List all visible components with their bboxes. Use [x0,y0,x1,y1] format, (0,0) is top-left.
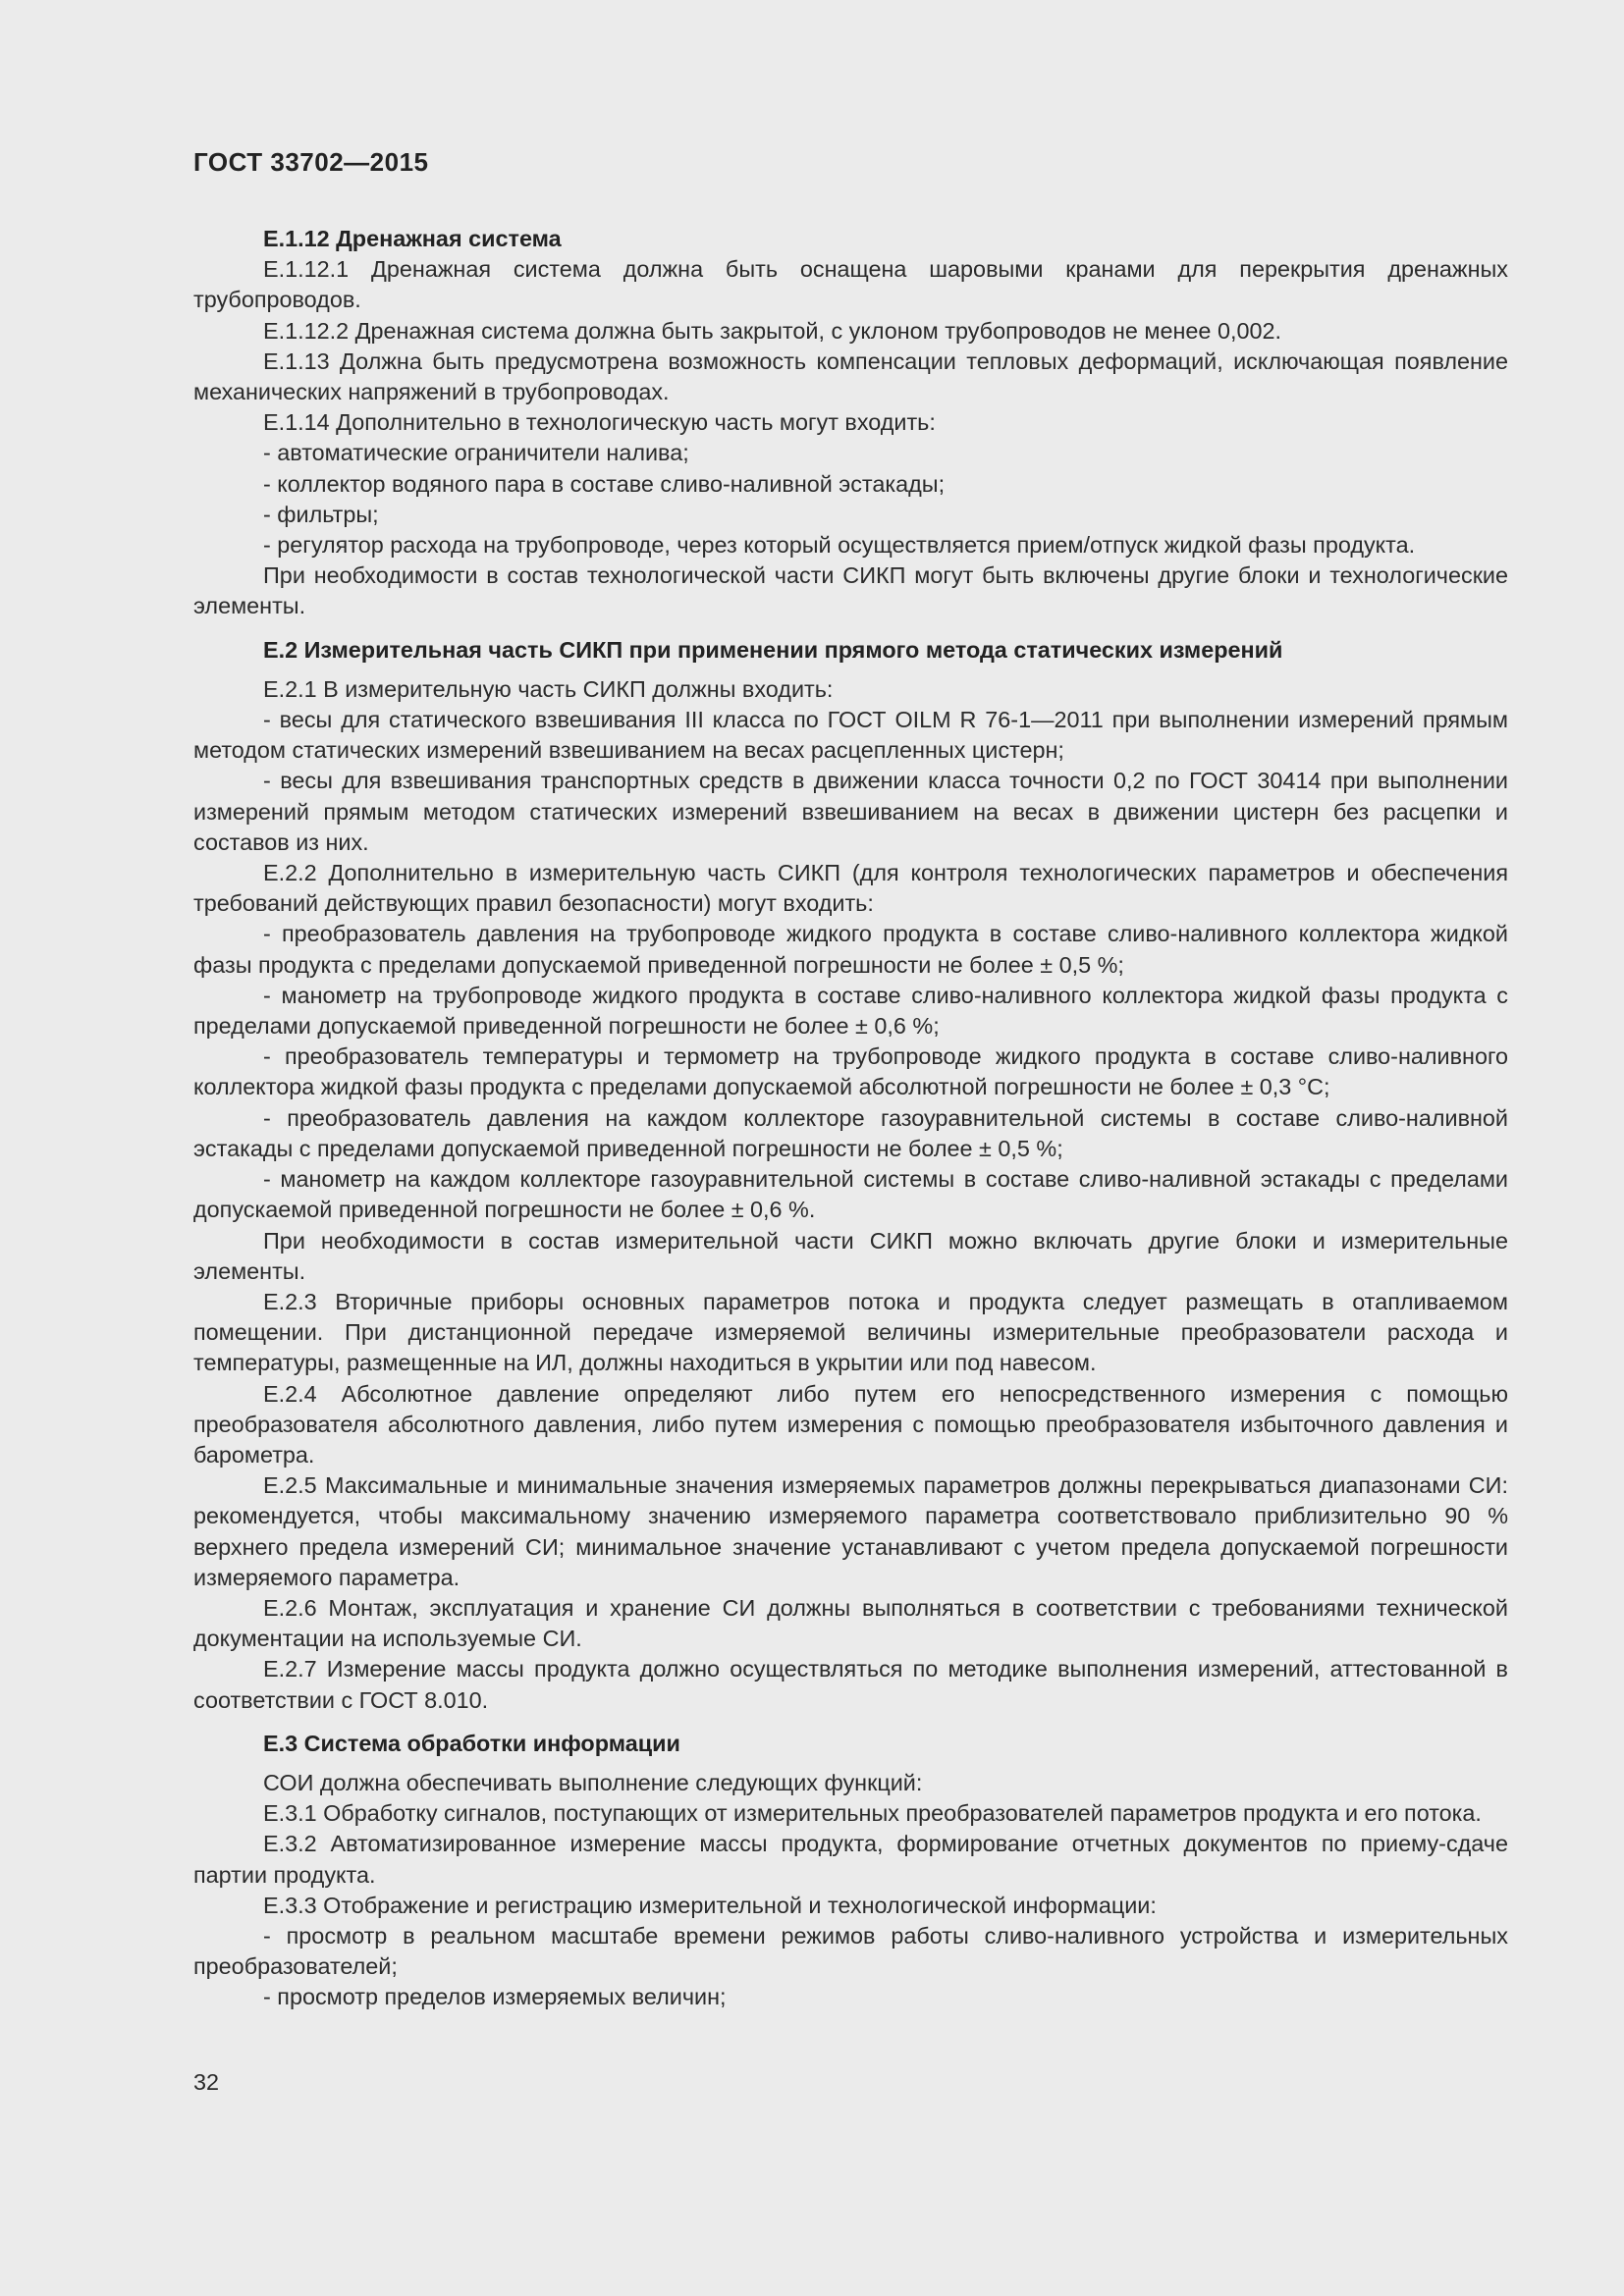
paragraph: Е.1.12.1 Дренажная система должна быть оснащена шаровыми кранами для перекрытия дренажных трубопроводов. [193,256,1508,313]
paragraph: Е.2.3 Вторичные приборы основных параметров потока и продукта следует размещать в отапливаемом помещении. При дистанционной передаче измеряемой величины измерительные преобразователи расхода и температуры, размещенные на ИЛ, должны находиться в укрытии или под навесом. [193,1288,1508,1376]
list-item: - преобразователь давления на каждом коллекторе газоуравнительной системы в составе сливо-наливной эстакады с пределами допускаемой приведенной погрешности не более ± 0,5 %; [193,1104,1508,1161]
page-number: 32 [193,2069,220,2095]
paragraph: Е.2.6 Монтаж, эксплуатация и хранение СИ должны выполняться в соответствии с требованиями технической документации на используемые СИ. [193,1594,1508,1652]
paragraph: Е.2.2 Дополнительно в измерительную часть СИКП (для контроля технологических параметров и обеспечения требований действующих правил безопасности) могут входить: [193,860,1508,917]
list-item: - манометр на каждом коллекторе газоуравнительной системы в составе сливо-наливной эстакады с пределами допускаемой приведенной погрешности не более ± 0,6 %. [193,1166,1508,1223]
section-heading: Е.3 Система обработки информации [263,1730,680,1756]
list-item: - регулятор расхода на трубопроводе, через который осуществляется прием/отпуск жидкой фазы продукта. [263,532,1416,559]
list-item: - фильтры; [263,501,379,527]
document-header: ГОСТ 33702—2015 [193,147,429,177]
paragraph: Е.2.1 В измерительную часть СИКП должны входить: [263,675,834,702]
list-item: - автоматические ограничители налива; [263,440,689,466]
list-item: - просмотр в реальном масштабе времени режимов работы сливо-наливного устройства и измерительных преобразователей; [193,1922,1508,1980]
list-item: - коллектор водяного пара в составе сливо-наливной эстакады; [263,470,946,497]
paragraph: Е.1.13 Должна быть предусмотрена возможность компенсации тепловых деформаций, исключающая появление механических напряжений в трубопроводах. [193,347,1508,405]
list-item: - манометр на трубопроводе жидкого продукта в составе сливо-наливного коллектора жидкой фазы продукта с пределами допускаемой приведенной погрешности не более ± 0,6 %; [193,982,1508,1040]
list-item: - весы для статического взвешивания III класса по ГОСТ OILM R 76-1—2011 при выполнении измерений прямым методом статических измерений взвешиванием на весах расцепленных цистерн; [193,707,1508,764]
paragraph: При необходимости в состав технологической части СИКП могут быть включены другие блоки и технологические элементы. [193,562,1508,619]
list-item: - преобразователь давления на трубопроводе жидкого продукта в составе сливо-наливного коллектора жидкой фазы продукта с пределами допускаемой приведенной погрешности не более ± 0,5 %; [193,921,1508,978]
paragraph: Е.2.5 Максимальные и минимальные значения измеряемых параметров должны перекрываться диапазонами СИ: рекомендуется, чтобы максимальному значению измеряемого параметра соответствовало приблизительно 90 % верхнего предела измерений СИ; минимальное значение устанавливают с учетом предела допускаемой погрешности измеряемого параметра. [193,1472,1508,1590]
list-item: - весы для взвешивания транспортных средств в движении класса точности 0,2 по ГОСТ 30414 при выполнении измерений прямым методом статических измерений взвешиванием на весах в движении цистерн без расцепки и составов из них. [193,768,1508,855]
paragraph: Е.1.12.2 Дренажная система должна быть закрытой, с уклоном трубопроводов не менее 0,002. [263,317,1281,344]
list-item: - просмотр пределов измеряемых величин; [263,1984,727,2010]
section-heading: Е.1.12 Дренажная система [263,226,562,251]
section-heading: Е.2 Измерительная часть СИКП при применении прямого метода статических измерений [263,636,1283,663]
paragraph: Е.1.14 Дополнительно в технологическую часть могут входить: [263,409,936,436]
document-body [193,224,1508,2013]
paragraph: Е.3.1 Обработку сигналов, поступающих от измерительных преобразователей параметров продукта и его потока. [263,1800,1482,1827]
paragraph: СОИ должна обеспечивать выполнение следующих функций: [263,1769,923,1795]
paragraph: Е.3.3 Отображение и регистрацию измерительной и технологической информации: [263,1892,1157,1918]
paragraph: При необходимости в состав измерительной части СИКП можно включать другие блоки и измерительные элементы. [193,1227,1508,1284]
paragraph: Е.2.7 Измерение массы продукта должно осуществляться по методике выполнения измерений, аттестованной в соответствии с ГОСТ 8.010. [193,1656,1508,1713]
paragraph: Е.3.2 Автоматизированное измерение массы продукта, формирование отчетных документов по приему-сдаче партии продукта. [193,1831,1508,1888]
list-item: - преобразователь температуры и термометр на трубопроводе жидкого продукта в составе сливо-наливного коллектора жидкой фазы продукта с пределами допускаемой абсолютной погрешности не более ± 0,3 °С; [193,1043,1508,1100]
paragraph: Е.2.4 Абсолютное давление определяют либо путем его непосредственного измерения с помощью преобразователя абсолютного давления, либо путем измерения с помощью преобразователя избыточного давления и барометра. [193,1380,1508,1468]
